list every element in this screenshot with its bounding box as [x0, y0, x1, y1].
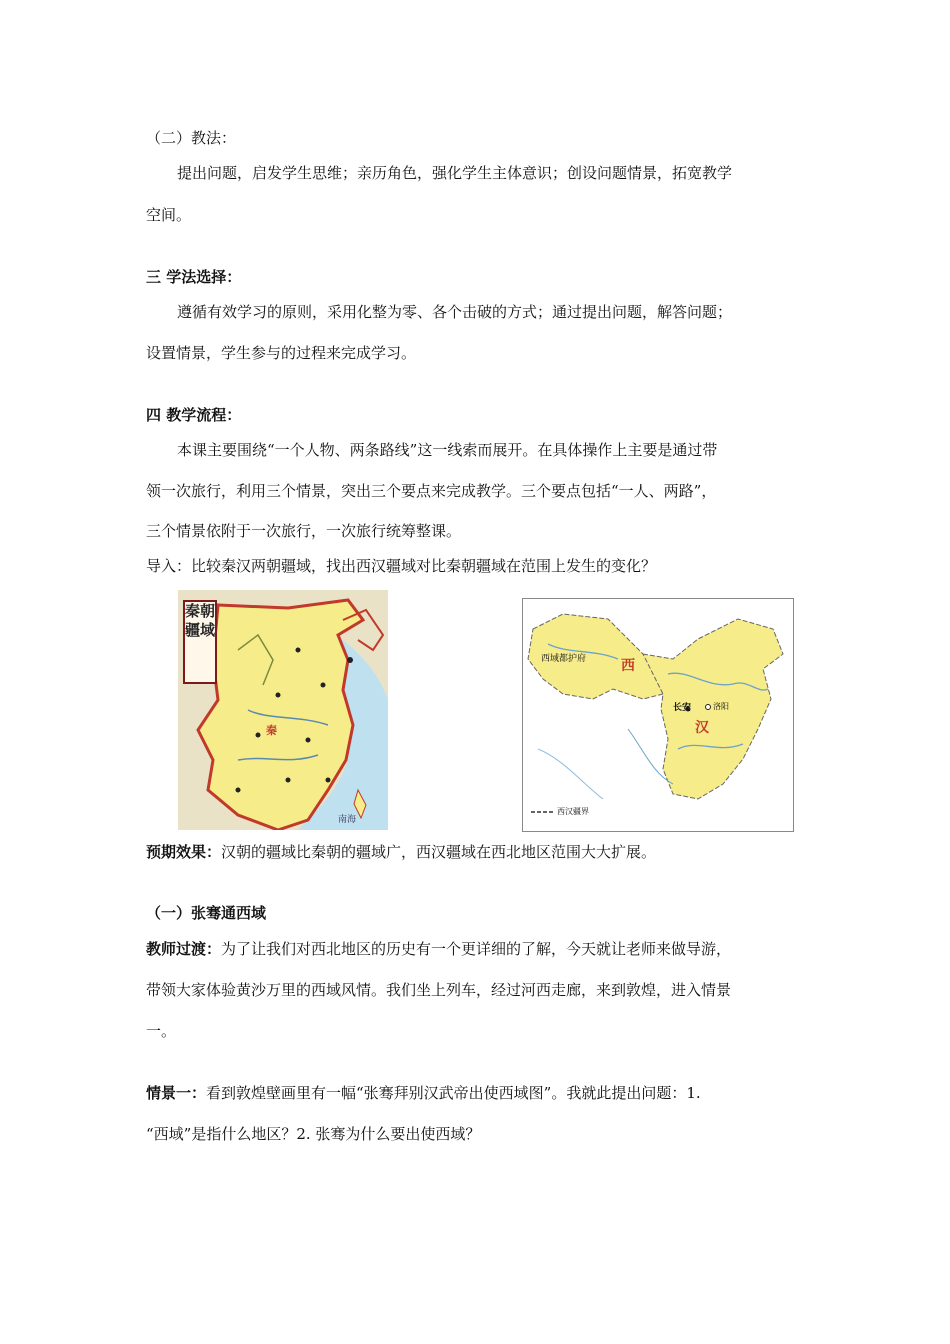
section3-heading: 三 学法选择：	[146, 268, 242, 286]
section2-heading: （二）教法：	[146, 129, 237, 147]
qin-map-sea-label: 南海	[338, 815, 357, 825]
section4-heading: 四 教学流程：	[146, 406, 242, 424]
scene1-line2: “西域”是指什么地区？2. 张骞为什么要出使西域？	[146, 1125, 481, 1143]
section3-body-line1: 遵循有效学习的原则，采用化整为零、各个击破的方式；通过提出问题，解答问题；	[177, 303, 733, 321]
scene1-label: 情景一：	[146, 1084, 207, 1102]
section4-body-line3: 三个情景依附于一次旅行，一次旅行统筹整课。	[146, 522, 462, 540]
transition-label: 教师过渡：	[146, 940, 222, 958]
han-map-graphic	[523, 599, 793, 831]
transition-line3: 一。	[146, 1022, 177, 1040]
section3-body-line2: 设置情景，学生参与的过程来完成学习。	[146, 344, 417, 362]
effect-label: 预期效果：	[146, 843, 222, 861]
qin-territory-map	[178, 590, 388, 830]
qin-map-title: 秦朝疆域	[183, 600, 217, 684]
han-territory-map	[522, 598, 794, 832]
section4-body-line1: 本课主要围绕“一个人物、两条路线”这一线索而展开。在具体操作上主要是通过带	[177, 441, 718, 459]
section2-body-line2: 空间。	[146, 206, 192, 224]
transition-line1	[146, 939, 731, 959]
section4-body-line2: 领一次旅行，利用三个情景，突出三个要点来完成教学。三个要点包括“一人、两路”，	[146, 482, 717, 500]
intro-question: 导入：比较秦汉两朝疆域，找出西汉疆域对比秦朝疆域在范围上发生的变化？	[146, 557, 657, 575]
han-map-legend: 西汉疆界	[557, 807, 589, 816]
qin-map-label: 秦	[266, 724, 277, 737]
han-map-label-xi: 西	[621, 658, 635, 674]
effect-text: 汉朝的疆域比秦朝的疆域广，西汉疆域在西北地区范围大大扩展。	[221, 843, 657, 861]
han-map-label-han: 汉	[695, 720, 709, 736]
transition-line2: 带领大家体验黄沙万里的西域风情。我们坐上列车，经过河西走廊，来到敦煌，进入情景	[146, 981, 732, 999]
han-map-label-luoyang: 洛阳	[713, 702, 729, 711]
han-map-label-changan: 长安	[673, 703, 692, 713]
scene1-text-1: 看到敦煌壁画里有一幅“张骞拜别汉武帝出使西域图”。我就此提出问题：1.	[206, 1084, 701, 1102]
expected-effect	[146, 842, 656, 862]
han-map-label-duhu: 西域都护府	[541, 654, 587, 664]
scene1-line1	[146, 1083, 701, 1103]
section2-body-line1: 提出问题，启发学生思维；亲历角色，强化学生主体意识；创设问题情景，拓宽教学	[177, 164, 733, 182]
subsection1-heading: （一）张骞通西域	[146, 904, 267, 922]
transition-text-1: 为了让我们对西北地区的历史有一个更详细的了解，今天就让老师来做导游，	[221, 940, 732, 958]
